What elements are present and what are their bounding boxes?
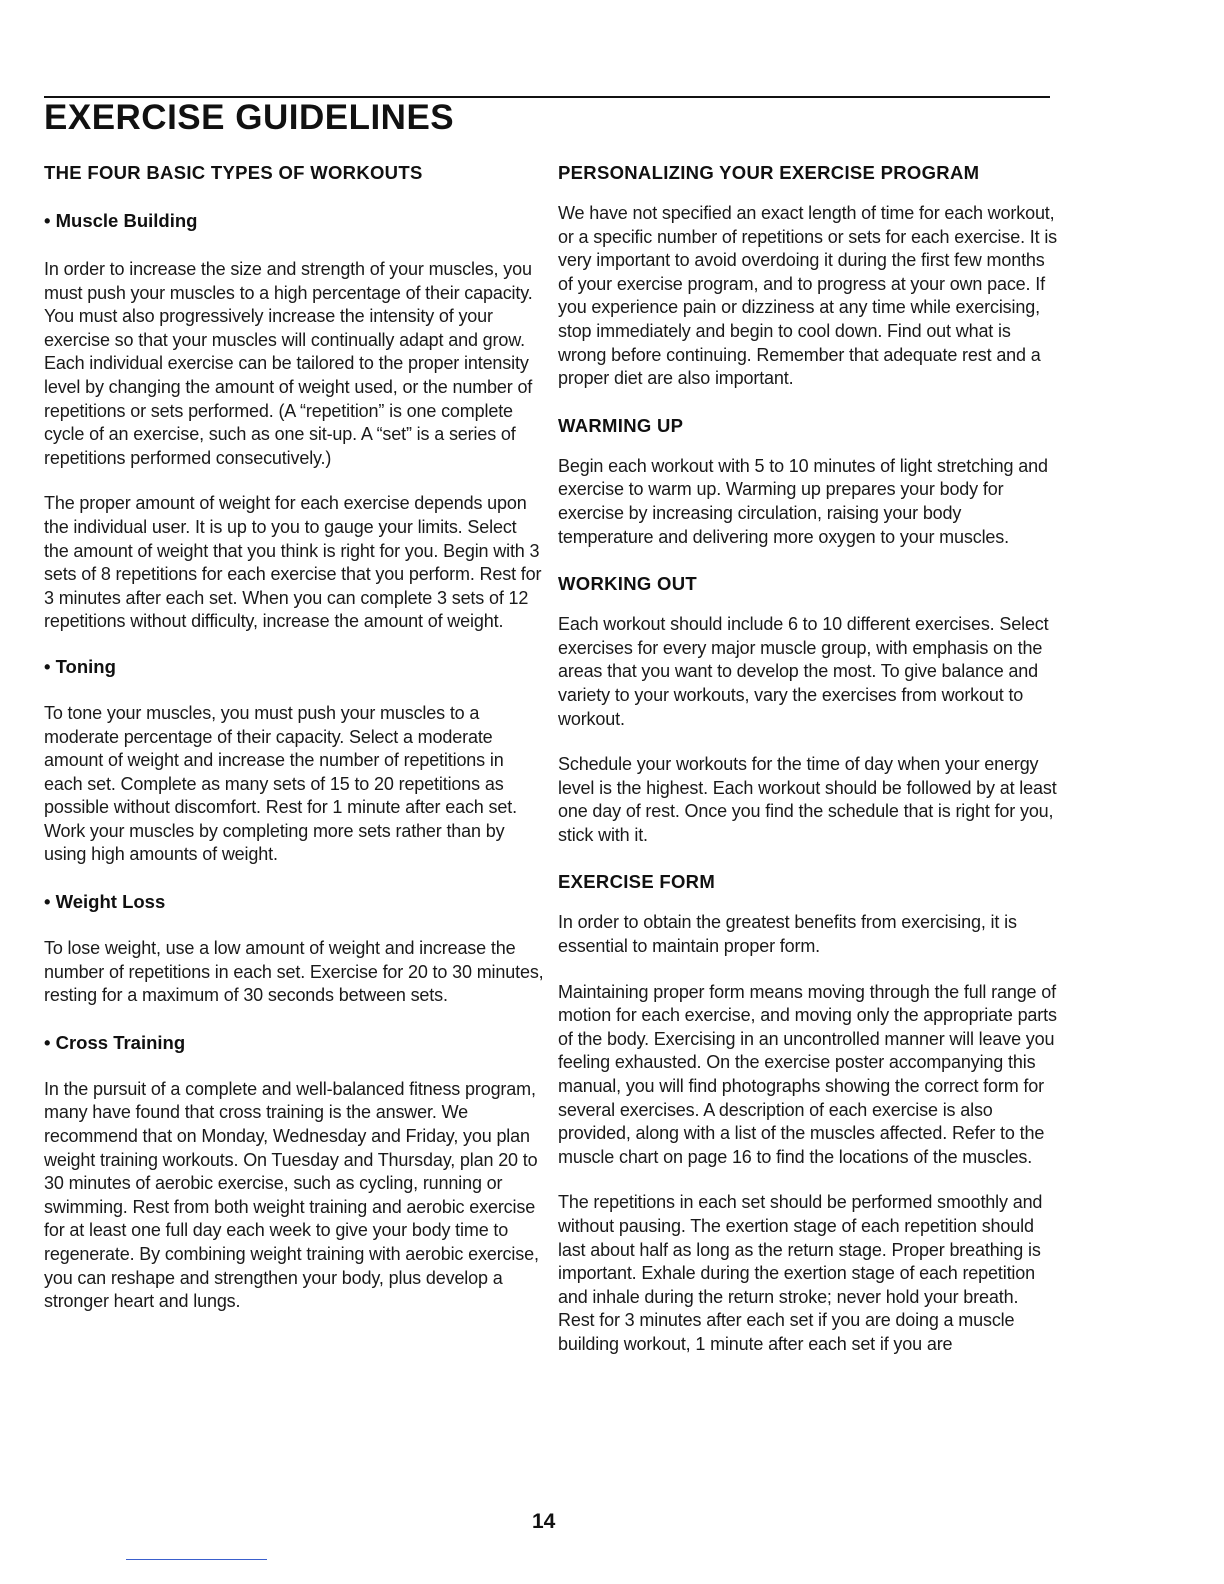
paragraph-exercise-form-1: In order to obtain the greatest benefits from exercising, it is essential to maintain proper form. [558,912,1017,957]
section-heading-exercise-form: EXERCISE FORM [558,871,716,893]
paragraph-exercise-form-2: Maintaining proper form means moving through the full range of motion for each exercise, and moving only the appropriate parts of the body. Exercising in an uncontrolled manner will leave you feeling exhausted. On the exercise poster accompanying this manual, you will find photographs showing the correct form for several exercises. A description of each exercise is also provided, along with a list of the muscles affected. Refer to the muscle chart on page 16 to find the locations of the muscles. [558,981,1057,1167]
page-title: EXERCISE GUIDELINES [44,98,455,137]
page-number: 14 [532,1510,556,1533]
paragraph-working-out-2: Schedule your workouts for the time of day when your energy level is the highest. Each workout should be followed by at least one day of rest. Once you find the schedule that is right for you, stick with it. [558,754,1057,845]
paragraph-muscle-building-2: The proper amount of weight for each exercise depends upon the individual user. It is up to you to gauge your limits. Select the amount of weight that you think is right for you. Begin with 3 sets of 8 repetitions for each exercise that you perform. Rest for 3 minutes after each set. When you can complete 3 sets of 12 repetitions without difficulty, increase the amount of weight. [44,493,542,632]
right-column [558,160,1058,1357]
subheading-cross-training: • Cross Training [44,1031,186,1053]
subheading-weight-loss: • Weight Loss [44,891,166,913]
paragraph-working-out-1: Each workout should include 6 to 10 different exercises. Select exercises for every major muscle group, with emphasis on the areas that you want to develop the most. To give balance and variety to your workouts, vary the exercises from workout to workout. [558,614,1049,729]
paragraph-weight-loss: To lose weight, use a low amount of weight and increase the number of repetitions in each set. Exercise for 20 to 30 minutes, resting for a maximum of 30 seconds between sets. [44,938,544,1006]
paragraph-exercise-form-3: The repetitions in each set should be performed smoothly and without pausing. The exertion stage of each repetition should last about half as long as the return stage. Proper breathing is important. Exhale during the exertion stage of each repetition and inhale during the return stroke; never hold your breath. Rest for 3 minutes after each set if you are doing a muscle building workout, 1 minute after each set if you are [558,1192,1043,1354]
paragraph-toning: To tone your muscles, you must push your muscles to a moderate percentage of their capacity. Select a moderate amount of weight and increase the number of repetitions in each set. Complete as many sets of 15 to 20 repetitions as possible without discomfort. Rest for 1 minute after each set. Work your muscles by completing more sets rather than by using high amounts of weight. [44,702,517,865]
section-heading-workout-types: THE FOUR BASIC TYPES OF WORKOUTS [44,162,423,183]
subheading-muscle-building: • Muscle Building [44,210,198,231]
section-heading-working-out: WORKING OUT [558,573,697,595]
paragraph-cross-training: In the pursuit of a complete and well-balanced fitness program, many have found that cross training is the answer. We recommend that on Monday, Wednesday and Friday, you plan weight training workouts. On Tuesday and Thursday, plan 20 to 30 minutes of aerobic exercise, such as cycling, running or swimming. Rest from both weight training and aerobic exercise for at least one full day each week to give your body time to regenerate. By combining weight training with aerobic exercise, you can reshape and strengthen your body, plus develop a stronger heart and lungs. [44,1078,539,1312]
left-column [44,160,544,1314]
section-heading-personalizing: PERSONALIZING YOUR EXERCISE PROGRAM [558,162,980,183]
subheading-toning: • Toning [44,655,116,677]
paragraph-personalizing: We have not specified an exact length of time for each workout, or a specific number of repetitions or sets for each exercise. It is very important to avoid overdoing it during the first few months of your exercise program, and to progress at your own pace. If you experience pain or dizziness at any time while exercising, stop immediately and begin to cool down. Find out what is wrong before continuing. Remember that adequate rest and a proper diet are also important. [558,203,1058,389]
paragraph-warming-up: Begin each workout with 5 to 10 minutes of light stretching and exercise to warm up. Warming up prepares your body for exercise by increasing circulation, raising your body temperature and delivering more oxygen to your muscles. [558,455,1048,547]
section-heading-warming-up: WARMING UP [558,414,684,436]
paragraph-muscle-building-1: In order to increase the size and strength of your muscles, you must push your muscles to a high percentage of their capacity. You must also progressively increase the intensity of your exercise so that your muscles will continually adapt and grow. Each individual exercise can be tailored to the proper intensity level by changing the amount of weight used, or the number of repetitions or sets performed. (A “repetition” is one complete cycle of an exercise, such as one sit-up. A “set” is a series of repetitions performed consecutively.) [44,259,533,468]
footer-line [126,1559,267,1560]
